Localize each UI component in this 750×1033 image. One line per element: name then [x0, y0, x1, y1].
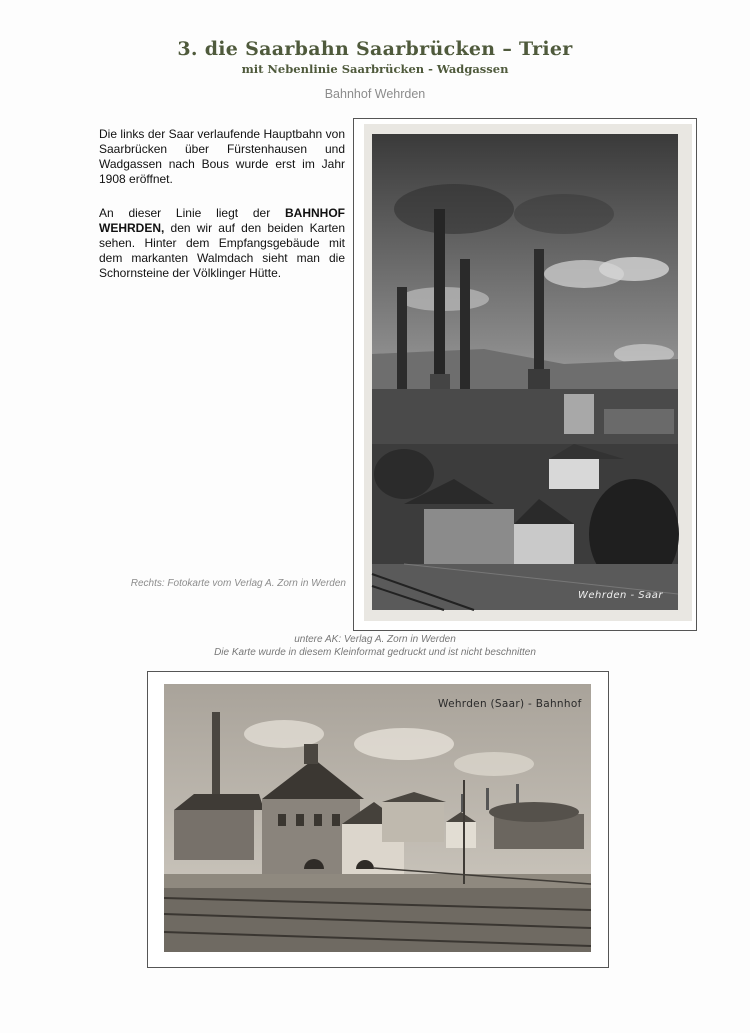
upper-postcard-image: [364, 124, 692, 621]
station-name-bold: BAHNHOF WEHRDEN,: [99, 206, 345, 235]
lower-postcard-label: Wehrden (Saar) - Bahnhof: [438, 698, 582, 710]
lower-postcard-photo: [164, 684, 591, 952]
page-title: 3. die Saarbahn Saarbrücken – Trier: [177, 38, 573, 60]
station-paragraph: [99, 206, 345, 281]
lower-card-caption-line1: untere AK: Verlag A. Zorn in Werden: [294, 634, 456, 645]
station-paragraph-end: den wir auf den beiden Karten sehen. Hinter dem Empfangsgebäude mit dem markanten Walmdach sieht man die Schornsteine der Völklinger Hütte.: [99, 221, 345, 280]
station-paragraph-start: An dieser Linie liegt der: [99, 206, 285, 220]
upper-card-caption: Rechts: Fotokarte vom Verlag A. Zorn in Werden: [130, 578, 346, 589]
upper-postcard-label: Wehrden - Saar: [578, 590, 664, 601]
page-subtitle: mit Nebenlinie Saarbrücken - Wadgassen: [241, 62, 509, 76]
upper-postcard-photo: [364, 124, 692, 621]
lower-postcard-image: [164, 684, 591, 952]
section-heading: Bahnhof Wehrden: [324, 87, 426, 101]
lower-card-caption-line2: Die Karte wurde in diesem Kleinformat gedruckt und ist nicht beschnitten: [214, 647, 536, 658]
intro-paragraph: Die links der Saar verlaufende Hauptbahn von Saarbrücken über Fürstenhausen und Wadgassen nach Bous wurde erst im Jahr 1908 eröffnet.: [99, 127, 345, 186]
lower-card-caption: [0, 633, 750, 659]
